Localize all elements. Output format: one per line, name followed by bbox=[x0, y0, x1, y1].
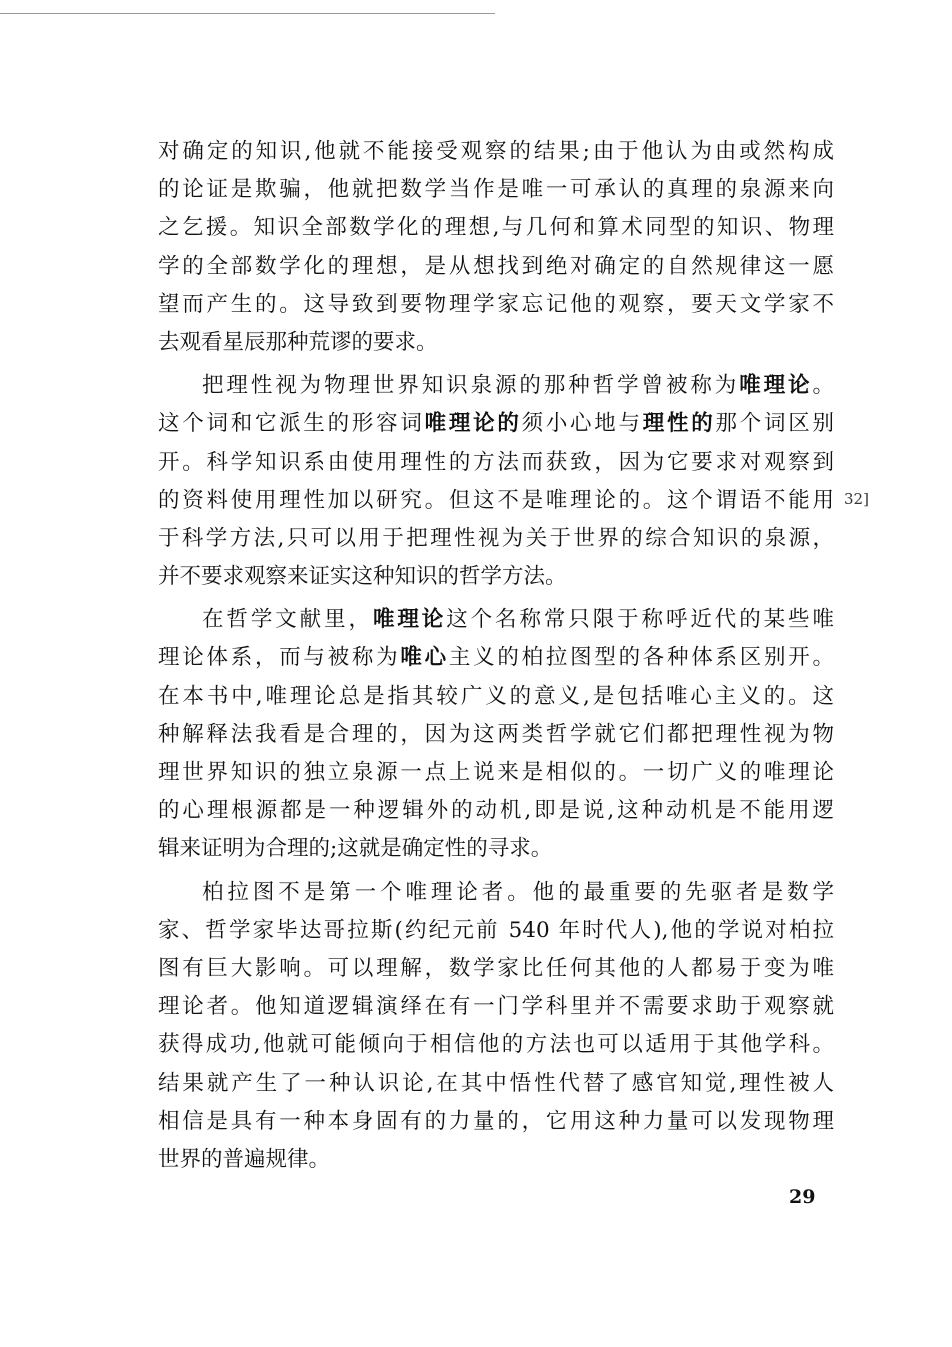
text-line bbox=[158, 367, 834, 405]
text-line: 家、哲学家毕达哥拉斯(约纪元前 540 年时代人),他的学说对柏拉 bbox=[158, 917, 834, 943]
text-line: 学的全部数学化的理想，是从想找到绝对确定的自然规律这一愿 bbox=[158, 253, 834, 279]
margin-reference-number: 32] bbox=[844, 490, 869, 508]
page-number: 29 bbox=[789, 1186, 816, 1208]
paragraph-3 bbox=[158, 601, 834, 868]
text-run: 在哲学文献里， bbox=[202, 607, 373, 633]
text-line: 开。科学知识系由使用理性的方法而获致，因为它要求对观察到 bbox=[158, 449, 834, 475]
text-line: 种解释法我看是合理的，因为这两类哲学就它们都把理性视为物 bbox=[158, 721, 834, 747]
text-line: 于科学方法,只可以用于把理性视为关于世界的综合知识的泉源， bbox=[158, 525, 834, 551]
emphasis-term: 唯理论的 bbox=[424, 411, 522, 437]
text-line bbox=[158, 639, 834, 677]
text-line: 在本书中,唯理论总是指其较广义的意义,是包括唯心主义的。这 bbox=[158, 683, 834, 709]
top-rule bbox=[0, 13, 495, 14]
text-line: 去观看星辰那种荒谬的要求。 bbox=[158, 329, 438, 355]
text-run: 那个词区别 bbox=[715, 411, 834, 437]
emphasis-term: 理性的 bbox=[642, 411, 716, 437]
text-line: 相信是具有一种本身固有的力量的，它用这种力量可以发现物理 bbox=[158, 1108, 834, 1134]
text-line: 的论证是欺骗，他就把数学当作是唯一可承认的真理的泉源来向 bbox=[158, 177, 834, 203]
text-line: 之乞援。知识全部数学化的理想,与几何和算术同型的知识、物理 bbox=[158, 215, 834, 241]
emphasis-term: 唯心 bbox=[400, 645, 449, 671]
text-run: 须小心地与 bbox=[521, 411, 643, 437]
text-run: 。 bbox=[812, 373, 834, 399]
text-line: 的心理根源都是一种逻辑外的动机,即是说,这种动机是不能用逻 bbox=[158, 798, 834, 824]
body-text bbox=[158, 133, 834, 1184]
text-line: 的资料使用理性加以研究。但这不是唯理论的。这个谓语不能用 bbox=[158, 487, 834, 513]
text-run: 这个名称常只限于称呼近代的某些唯 bbox=[446, 607, 834, 633]
text-line: 图有巨大影响。可以理解，数学家比任何其他的人都易于变为唯 bbox=[158, 955, 834, 981]
text-line: 并不要求观察来证实这种知识的哲学方法。 bbox=[158, 564, 567, 590]
text-line: 望而产生的。这导致到要物理学家忘记他的观察，要天文学家不 bbox=[158, 291, 834, 317]
text-line: 世界的普遍规律。 bbox=[158, 1146, 331, 1172]
text-line: 对确定的知识,他就不能接受观察的结果;由于他认为由或然构成 bbox=[158, 139, 834, 164]
text-line bbox=[158, 405, 834, 443]
text-line: 获得成功,他就可能倾向于相信他的方法也可以适用于其他学科。 bbox=[158, 1032, 834, 1058]
text-line: 结果就产生了一种认识论,在其中悟性代替了感官知觉,理性被人 bbox=[158, 1070, 834, 1096]
text-line: 辑来证明为合理的;这就是确定性的寻求。 bbox=[158, 836, 553, 862]
emphasis-term: 唯理论 bbox=[372, 607, 447, 633]
text-line bbox=[158, 601, 834, 639]
text-run: 理论体系，而与被称为 bbox=[158, 645, 401, 671]
text-run: 把理性视为物理世界知识泉源的那种哲学曾被称为 bbox=[202, 373, 740, 399]
paragraph-2 bbox=[158, 367, 834, 596]
emphasis-term: 唯理论 bbox=[739, 373, 813, 399]
paragraph-1 bbox=[158, 133, 834, 362]
text-line: 理世界知识的独立泉源一点上说来是相似的。一切广义的唯理论 bbox=[158, 760, 834, 785]
paragraph-4 bbox=[158, 874, 834, 1180]
text-line: 柏拉图不是第一个唯理论者。他的最重要的先驱者是数学 bbox=[202, 879, 834, 905]
text-run: 这个词和它派生的形容词 bbox=[158, 411, 425, 437]
text-run: 主义的柏拉图型的各种体系区别开。 bbox=[448, 645, 834, 671]
text-line: 理论者。他知道逻辑演绎在有一门学科里并不需要求助于观察就 bbox=[158, 994, 834, 1020]
